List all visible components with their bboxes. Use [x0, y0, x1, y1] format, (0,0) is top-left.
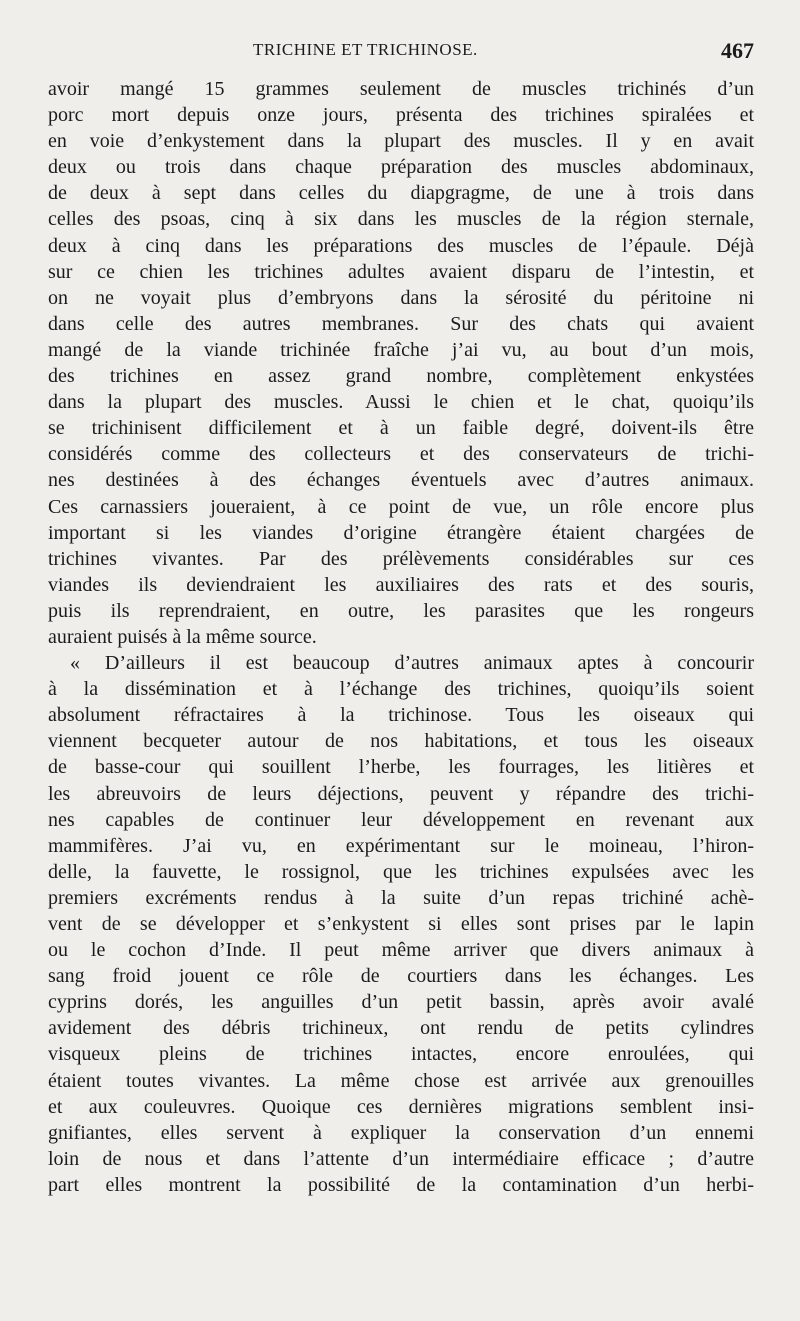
text-line: dans la plupart des muscles. Aussi le chien et le chat, quoiqu’ils: [48, 391, 754, 414]
text-line: celles des psoas, cinq à six dans les muscles de la région sternale,: [48, 208, 754, 231]
text-line: nes capables de continuer leur développement en revenant aux: [48, 808, 754, 831]
text-line: visqueux pleins de trichines intactes, encore enroulées, qui: [48, 1043, 754, 1066]
running-header: [48, 38, 754, 68]
text-line: dans celle des autres membranes. Sur des chats qui avaient: [48, 312, 754, 335]
running-title: TRICHINE ET TRICHINOSE.: [253, 40, 478, 59]
text-line: en voie d’enkystement dans la plupart des muscles. Il y en avait: [48, 130, 754, 153]
text-line: étaient toutes vivantes. La même chose est arrivée aux grenouilles: [48, 1069, 754, 1092]
text-line: vent de se développer et s’enkystent si elles sont prises par le lapin: [48, 913, 754, 935]
text-line: Ces carnassiers joueraient, à ce point de vue, un rôle encore plus: [48, 495, 754, 518]
text-line: mangé de la viande trichinée fraîche j’ai vu, au bout d’un mois,: [48, 338, 754, 361]
text-line: et aux couleuvres. Quoique ces dernières migrations semblent insi-: [48, 1095, 754, 1118]
body-text: [48, 76, 754, 1198]
text-line: gnifiantes, elles servent à expliquer la conservation d’un ennemi: [48, 1121, 754, 1144]
text-line: deux ou trois dans chaque préparation des muscles abdominaux,: [48, 156, 754, 179]
text-line: nes destinées à des échanges éventuels avec d’autres animaux.: [48, 469, 754, 492]
text-line: deux à cinq dans les préparations des muscles de l’épaule. Déjà: [48, 234, 754, 257]
text-line: auraient puisés à la même source.: [48, 625, 317, 648]
text-line: cyprins dorés, les anguilles d’un petit bassin, après avoir avalé: [48, 991, 754, 1014]
text-line: viandes ils deviendraient les auxiliaires des rats et des souris,: [48, 573, 754, 596]
text-line: viennent becqueter autour de nos habitations, et tous les oiseaux: [48, 730, 754, 753]
text-line: on ne voyait plus d’embryons dans la sérosité du péritoine ni: [48, 286, 754, 309]
text-line: porc mort depuis onze jours, présenta des trichines spiralées et: [48, 104, 754, 127]
text-line: « D’ailleurs il est beaucoup d’autres animaux aptes à concourir: [70, 652, 754, 675]
text-line: se trichinisent difficilement et à un faible degré, doivent-ils être: [48, 417, 754, 440]
text-line: absolument réfractaires à la trichinose. Tous les oiseaux qui: [48, 704, 754, 727]
text-line: important si les viandes d’origine étrangère étaient chargées de: [48, 521, 754, 544]
text-line: à la dissémination et à l’échange des trichines, quoiqu’ils soient: [48, 678, 754, 701]
page-number: 467: [721, 38, 754, 63]
text-line: premiers excréments rendus à la suite d’un repas trichiné achè-: [48, 886, 754, 909]
text-line: part elles montrent la possibilité de la contamination d’un herbi-: [48, 1173, 754, 1196]
text-line: de basse-cour qui souillent l’herbe, les fourrages, les litières et: [48, 756, 754, 779]
text-line: delle, la fauvette, le rossignol, que les trichines expulsées avec les: [48, 860, 754, 883]
text-line: sang froid jouent ce rôle de courtiers dans les échanges. Les: [48, 965, 754, 988]
text-line: puis ils reprendraient, en outre, les parasites que les rongeurs: [48, 599, 754, 622]
text-line: loin de nous et dans l’attente d’un intermédiaire efficace ; d’autre: [48, 1147, 754, 1170]
text-line: considérés comme des collecteurs et des conservateurs de trichi-: [48, 443, 754, 466]
text-line: avoir mangé 15 grammes seulement de muscles trichinés d’un: [48, 78, 754, 100]
text-line: les abreuvoirs de leurs déjections, peuvent y répandre des trichi-: [48, 782, 754, 805]
text-line: des trichines en assez grand nombre, complètement enkystées: [48, 365, 754, 388]
text-line: trichines vivantes. Par des prélèvements considérables sur ces: [48, 547, 754, 570]
text-line: avidement des débris trichineux, ont rendu de petits cylindres: [48, 1017, 754, 1040]
text-line: mammifères. J’ai vu, en expérimentant sur le moineau, l’hiron-: [48, 834, 754, 857]
text-line: sur ce chien les trichines adultes avaient disparu de l’intestin, et: [48, 260, 754, 283]
text-line: ou le cochon d’Inde. Il peut même arriver que divers animaux à: [48, 939, 754, 962]
text-line: de deux à sept dans celles du diapgragme, de une à trois dans: [48, 182, 754, 205]
